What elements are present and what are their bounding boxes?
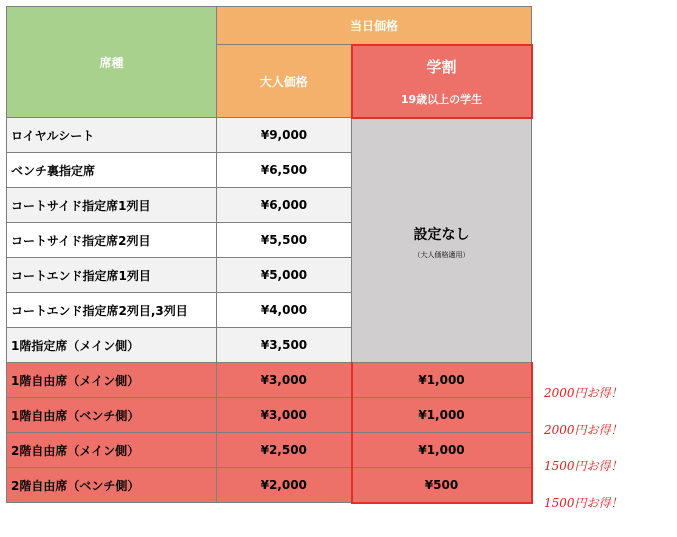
seat-type-cell: ベンチ裏指定席 [7,153,217,188]
seat-type-header: 席種 [7,7,217,118]
savings-note: 1500円お得！ [544,496,623,510]
no-setting-cell [352,118,532,363]
no-setting-label: 設定なし [413,227,470,244]
adult-price-cell: ¥6,000 [217,188,352,223]
student-price-cell: ¥500 [352,468,532,503]
table-row [7,118,532,153]
seat-type-cell: 2階自由席（メイン側） [7,433,217,468]
savings-note: 1500円お得！ [544,459,623,473]
discount-row [7,433,532,468]
seat-type-cell: 1階指定席（メイン側） [7,328,217,363]
seat-type-cell: コートエンド指定席1列目 [7,258,217,293]
savings-note: 2000円お得！ [544,423,623,437]
adult-price-cell: ¥4,000 [217,293,352,328]
adult-price-cell: ¥3,000 [217,363,352,398]
adult-price-cell: ¥3,500 [217,328,352,363]
seat-type-cell: 1階自由席（メイン側） [7,363,217,398]
student-price-cell: ¥1,000 [352,433,532,468]
no-setting-note: （大人価格適用） [413,251,470,260]
seat-type-cell: 1階自由席（ベンチ側） [7,398,217,433]
seat-type-cell: コートサイド指定席1列目 [7,188,217,223]
ticket-price-table [6,6,533,504]
student-discount-note: 19歳以上の学生 [400,92,483,106]
seat-type-cell: 2階自由席（ベンチ側） [7,468,217,503]
adult-price-cell: ¥5,500 [217,223,352,258]
adult-price-cell: ¥3,000 [217,398,352,433]
adult-price-cell: ¥2,500 [217,433,352,468]
adult-price-cell: ¥2,000 [217,468,352,503]
student-discount-header [352,45,532,118]
seat-type-cell: コートエンド指定席2列目,3列目 [7,293,217,328]
same-day-price-header: 当日価格 [217,7,532,45]
student-price-cell: ¥1,000 [352,363,532,398]
adult-price-cell: ¥6,500 [217,153,352,188]
price-table-wrapper [6,6,533,504]
student-discount-title: 学割 [426,57,457,76]
discount-row [7,468,532,503]
discount-row [7,398,532,433]
adult-price-cell: ¥9,000 [217,118,352,153]
student-price-cell: ¥1,000 [352,398,532,433]
adult-price-cell: ¥5,000 [217,258,352,293]
discount-row [7,363,532,398]
seat-type-cell: ロイヤルシート [7,118,217,153]
seat-type-cell: コートサイド指定席2列目 [7,223,217,258]
adult-price-header: 大人価格 [217,45,352,118]
savings-note: 2000円お得！ [544,386,623,400]
